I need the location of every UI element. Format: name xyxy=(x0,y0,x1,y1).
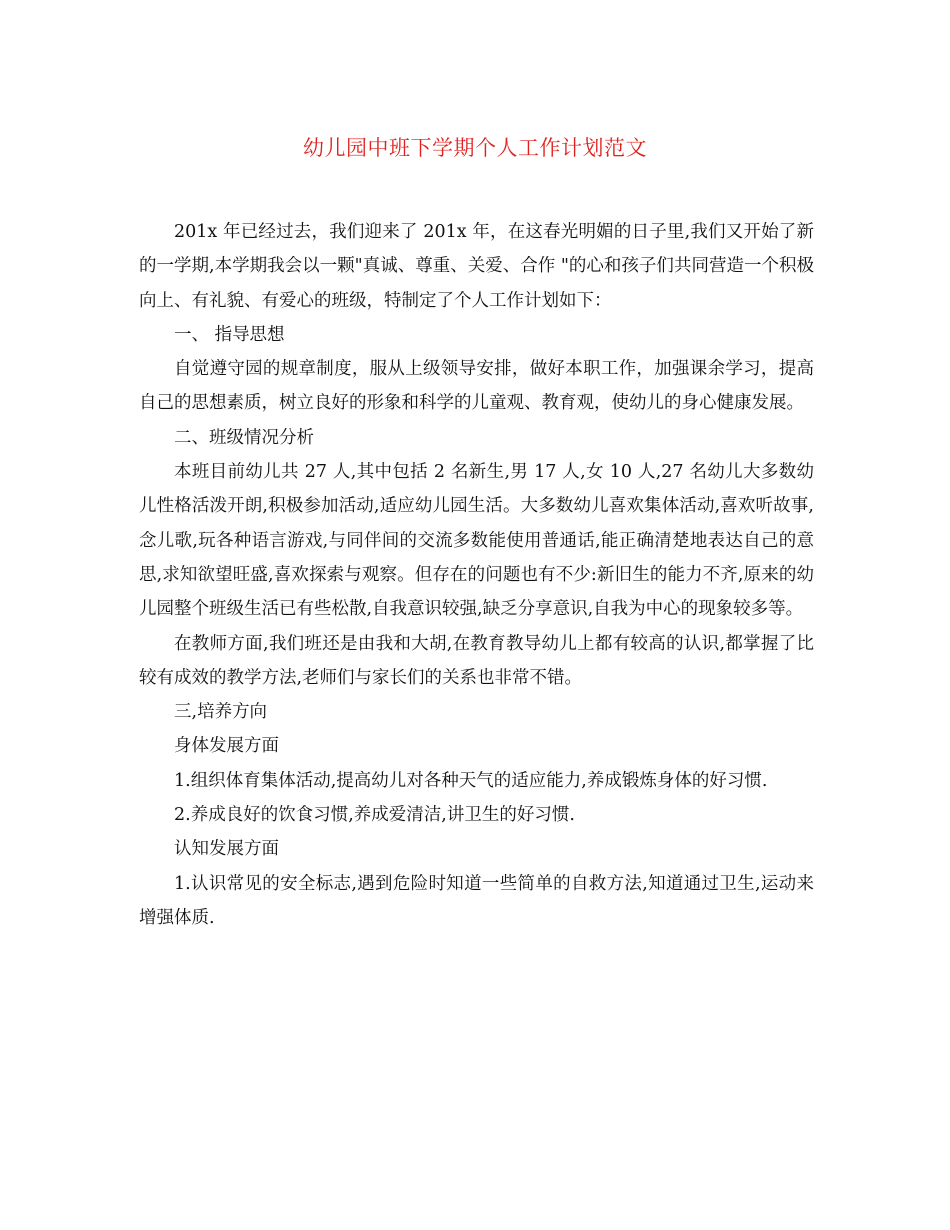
subheading-cognitive-development: 认知发展方面 xyxy=(174,839,279,860)
subheading-physical-development: 身体发展方面 xyxy=(174,736,279,757)
paragraph-class-analysis: 本班目前幼儿共 27 人,其中包括 2 名新生,男 17 人,女 10 人,27 名幼儿大多数幼儿性格活泼开朗,积极参加活动,适应幼儿园生活。大多数幼儿喜欢集体活动,喜欢听故事,念儿歌,玩各种语言游戏,与同伴间的交流多数能使用普通话,能正确清楚地表达自己的意思,求知欲望旺盛,喜欢探索与观察。但存在的问题也有不少:新旧生的能力不齐,原来的幼儿园整个班级生活已有些松散,自我意识较强,缺乏分享意识,自我为中心的现象较多等。 xyxy=(139,462,814,620)
document-body xyxy=(139,215,814,935)
section-heading-guiding-thought: 一、 指导思想 xyxy=(174,324,285,345)
document-title: 幼儿园中班下学期个人工作计划范文 xyxy=(303,136,647,160)
section-heading-training-direction: 三,培养方向 xyxy=(174,702,268,723)
paragraph-teachers: 在教师方面,我们班还是由我和大胡,在教育教导幼儿上都有较高的认识,都掌握了比较有成效的教学方法,老师们与家长们的关系也非常不错。 xyxy=(139,633,814,688)
list-item-physical-1: 1.组织体育集体活动,提高幼儿对各种天气的适应能力,养成锻炼身体的好习惯. xyxy=(174,770,768,791)
list-item-cognitive-1: 1.认识常见的安全标志,遇到危险时知道一些简单的自救方法,知道通过卫生,运动来增强体质. xyxy=(139,873,814,928)
paragraph-guiding-thought: 自觉遵守园的规章制度，服从上级领导安排，做好本职工作，加强课余学习，提高自己的思想素质，树立良好的形象和科学的儿童观、教育观，使幼儿的身心健康发展。 xyxy=(139,359,814,414)
paragraph-intro: 201x 年已经过去，我们迎来了 201x 年，在这春光明媚的日子里,我们又开始了新的一学期,本学期我会以一颗"真诚、尊重、关爱、合作 "的心和孩子们共同营造一个积极向上、有礼貌、有爱心的班级，特制定了个人工作计划如下： xyxy=(139,222,814,311)
list-item-physical-2: 2.养成良好的饮食习惯,养成爱清洁,讲卫生的好习惯. xyxy=(174,805,575,826)
section-heading-class-analysis: 二、班级情况分析 xyxy=(174,427,314,448)
